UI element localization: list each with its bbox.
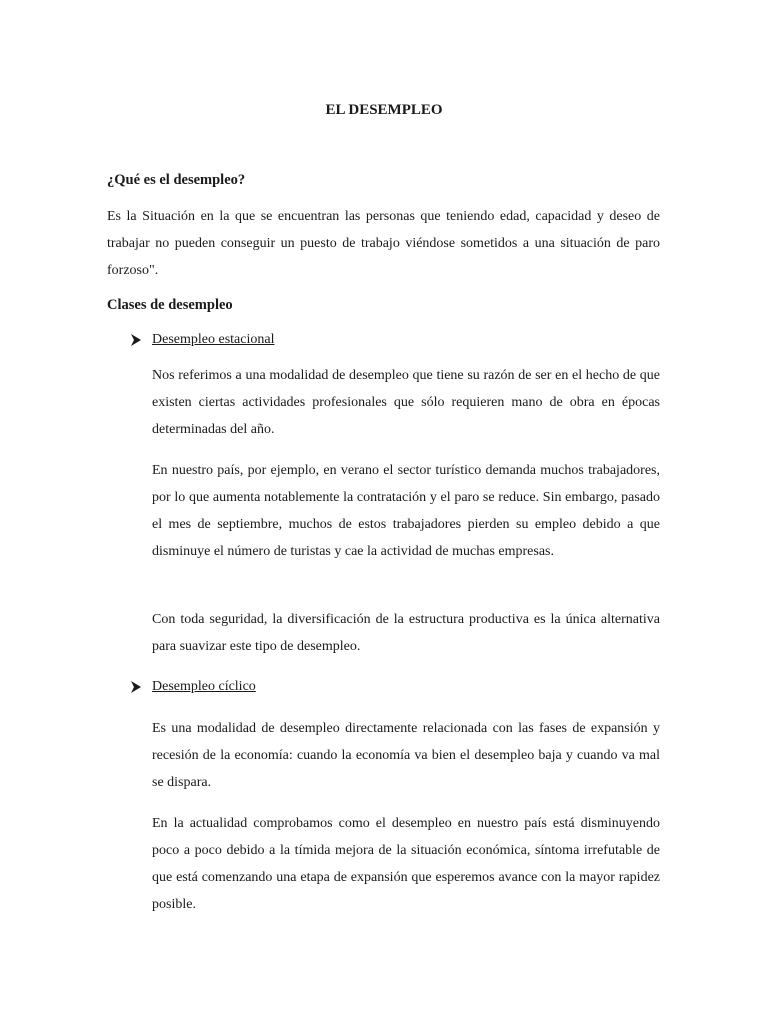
seasonal-paragraph-1: Nos referimos a una modalidad de desempleo que tiene su razón de ser en el hecho de que existen ciertas actividades profesionales que sólo requieren mano de obra en épocas determinadas del año. xyxy=(152,368,660,437)
seasonal-paragraph-2: En nuestro país, por ejemplo, en verano el sector turístico demanda muchos trabajadores, por lo que aumenta notablemente la contratación y el paro se reduce. Sin embargo, pasado el mes de septiembre, muchos de estos trabajadores pierden su empleo debido a que disminuye el número de turistas y cae la actividad de muchas empresas. xyxy=(152,463,660,559)
document-title: EL DESEMPLEO xyxy=(325,102,443,118)
arrow-bullet-icon xyxy=(130,334,142,346)
section-label-cyclical: Desempleo cíclico xyxy=(152,679,256,694)
classes-heading: Clases de desempleo xyxy=(107,297,233,313)
cyclical-paragraph-1: Es una modalidad de desempleo directamente relacionada con las fases de expansión y recesión de la economía: cuando la economía va bien el desempleo baja y cuando va mal se dispara. xyxy=(152,721,660,790)
seasonal-paragraph-3: Con toda seguridad, la diversificación de la estructura productiva es la única alternativa para suavizar este tipo de desempleo. xyxy=(152,612,660,654)
section-label-seasonal: Desempleo estacional xyxy=(152,332,275,347)
definition-paragraph: Es la Situación en la que se encuentran las personas que teniendo edad, capacidad y deseo de trabajar no pueden conseguir un puesto de trabajo viéndose sometidos a una situación de paro forzoso". xyxy=(107,209,660,278)
question-heading: ¿Qué es el desempleo? xyxy=(107,172,246,188)
cyclical-paragraph-2: En la actualidad comprobamos como el desempleo en nuestro país está disminuyendo poco a poco debido a la tímida mejora de la situación económica, síntoma irrefutable de que está comenzando una etapa de expansión que esperemos avance con la mayor rapidez posible. xyxy=(152,816,660,912)
arrow-bullet-icon xyxy=(130,681,142,693)
